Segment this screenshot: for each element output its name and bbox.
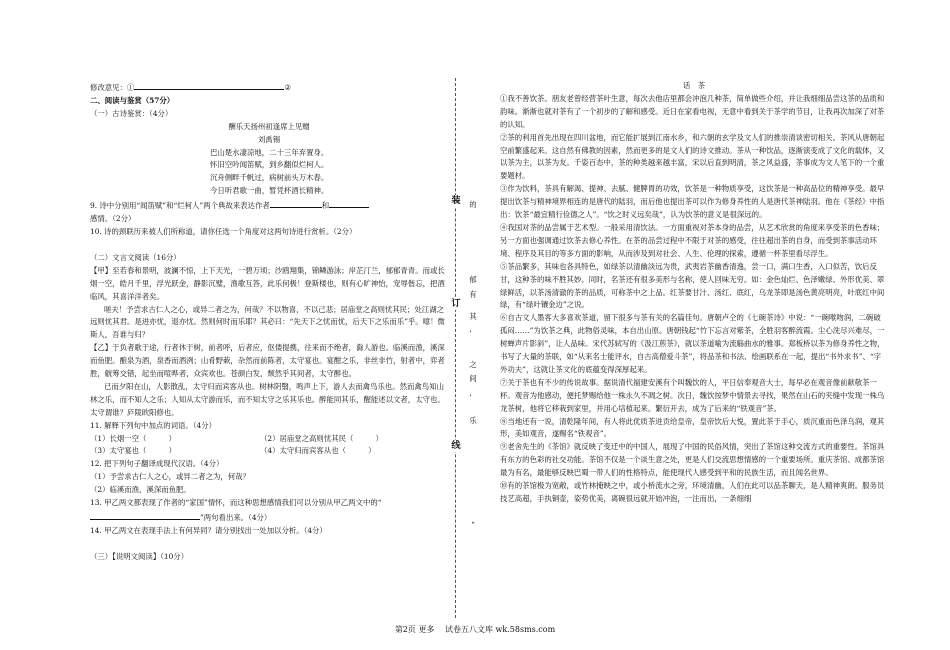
passage-jia-1: 【甲】至若春和景明，波澜不惊，上下天光，一碧万顷；沙鸥翔集，锦鳞游泳；岸芷汀兰，郁郁青青。而或长烟一空，皓月千里，浮光跃金，静影沉璧，渔歌互答，此乐何极！登斯楼也，则有心旷神怡，宠辱偕忘，把酒临风，其喜洋洋者矣。 — [90, 265, 445, 301]
passage-yi-2: 已而夕阳在山，人影散乱，太守归而宾客从也。树林阴翳，鸣声上下，游人去而禽鸟乐也。然而禽鸟知山林之乐，而不知人之乐；人知从太守游而乐，而不知太守之乐其乐也。醉能同其乐，醒能述以文者，太守也。太守谓谁？庐陵欧阳修也。 — [90, 381, 445, 417]
article-paragraph: ⑨老舍先生的《茶馆》就反映了变迁中的中国人，展现了中国的民俗风情，突出了茶馆这种交流方式的重要性。茶馆具有东方的色彩的社交功能。茶馆不仅是一个谈生意之处，更是人们交流思想情感的一个重要场所。重庆茶馆、成都茶馆最为有名，最能够反映巴蜀一带人们的性格特点，能使现代人感受到平和的民族生活，而且闻名世界。 — [500, 442, 885, 478]
question-11-row — [90, 445, 448, 458]
answer-blank-9a[interactable] — [270, 198, 322, 208]
page-number: 第2页 更多 — [394, 625, 435, 634]
question-9-tail-text: 感情。（2分） — [90, 214, 136, 224]
question-14: 14. 甲乙两文在表现手法上有何异同？请分别找出一处加以分析。（4分） — [90, 525, 327, 535]
answer-space[interactable] — [90, 239, 448, 252]
question-12-item: （1）予尝求古仁人之心，或异二者之为，何哉？ — [90, 472, 250, 482]
binding-line — [455, 78, 456, 618]
question-11-item: （1）长烟一空（ ） — [90, 433, 177, 443]
gutter-char: 之 — [469, 360, 477, 369]
binding-mark: 装 — [451, 196, 461, 206]
poem-line: 沉舟侧畔千帆过，病树前头万木春。 — [210, 173, 329, 183]
subsection-heading-expository: （三）【说明文阅读】（10分） — [90, 551, 189, 561]
question-11-row — [90, 433, 448, 446]
question-9-and: 和 — [321, 201, 330, 211]
question-13: 13. 甲乙两文都表现了作者的“家国”情怀，而这种思想感情我们可以分别从甲乙两文中的“”两句看出来。（4分） — [90, 498, 382, 522]
binding-mark: 订 — [451, 299, 461, 309]
article-paragraph: ④我国对茶的品尝属于艺术型。一般采用清饮法。一方面重视对茶本身的品尝，从艺术欣赏的角度来享受茶的色香味；另一方面也强调通过饮茶去修心养性。在茶的品尝过程中不限于对茶的感受，往往超出茶的自身，而受到茶事活动环境、程序及其目的等多方面的影响，从而涉及到对社会、人生、伦理的探索，遵循一杯茶里看尽浮生。 — [500, 222, 885, 258]
section-heading: 二、阅读与鉴赏（57分） — [90, 95, 175, 105]
passage-yi-1: 【乙】于负者歌于途，行者休于树，前者呼，后者应，伛偻提携，往来而不绝者，滁人游也。临溪而渔，溪深而鱼肥。酿泉为酒，泉香而酒洌；山肴野蔌，杂然而前陈者，太守宴也。宴酣之乐，非丝非竹，射者中，弈者胜，觥筹交错，起坐而喧哗者，众宾欢也。苍颜白发，颓然乎其间者，太守醉也。 — [90, 343, 445, 379]
question-9-tail — [90, 213, 448, 226]
question-11-item: （3）太守宴也（ ） — [90, 446, 177, 456]
question-10: 10. 诗的颈联历来被人们所称道，请你任选一个角度对这两句诗进行赏析。（2分） — [90, 226, 357, 236]
article-paragraph: ①我不善饮茶。朋友老曾经营茶叶生意，每次去他店里都会冲泡几种茶，简单做些介绍，并让我细细品尝这茶的品质和韵味。渐渐也就对茶有了一个初步的了解和感受。近日在家看电视，无意中看到关于茶学的节目，让我再次加深了对茶的认知。 — [500, 93, 885, 129]
poem-line: 巴山楚水凄凉地，二十三年弃置身。 — [210, 147, 329, 157]
question-11-item: （2）居庙堂之高则忧其民（ ） — [260, 433, 383, 443]
right-column — [500, 80, 888, 506]
poem-title: 酬乐天扬州初逢席上见赠 — [228, 121, 310, 131]
gutter-char: 郁 — [469, 275, 477, 284]
answer-blank-1[interactable] — [134, 80, 284, 90]
article-paragraph: ②茶的利用首先出现在四川盆地，而它能扩展到江南水乡，和六朝的玄学及文人们的推崇清谈密切相关。茶风从唐朝起空前繁盛起来。这自然有佛教的因素，然而更多的是文人们的诗文推动。茶从一种饮品，逐渐演变成了文化的载体，又以茶为主，以茶为友。千姿百态中，茶的种类越来越丰富，宋以后直到明清，茶之风益盛，茶事成为文人笔下的一个重要题材。 — [500, 132, 885, 181]
left-column — [90, 80, 448, 564]
answer-blank-13[interactable] — [90, 510, 200, 520]
article-paragraph: ⑧当地还有一说，清乾隆年间，有人将此优质茶进贡给皇帝，皇帝饮后大悦，置此茶于手心，质沉重而色泽乌润，观其形，美如观音，遂赐名“铁观音”。 — [500, 416, 885, 439]
question-12-item: （2）临溪而渔，溪深而鱼肥。 — [90, 485, 191, 495]
gutter-char: 乐 — [469, 416, 477, 425]
gutter-char: ， — [469, 324, 477, 333]
gutter-char: 有 — [469, 290, 477, 299]
answer-space[interactable] — [90, 538, 448, 551]
question-9-text: 9. 诗中分别用“闻笛赋”和“烂柯人”两个典故来表达作者 — [90, 201, 270, 211]
question-11-item: （4）太守归而宾客从也（ ） — [260, 446, 376, 456]
poem-line: 怀旧空吟闻笛赋，到乡翻似烂柯人。 — [210, 160, 329, 170]
revision-label-2: ② — [284, 83, 291, 92]
gutter-char: ， — [469, 388, 477, 397]
poem-line: 今日听君歌一曲，暂凭杯酒长精神。 — [210, 186, 329, 196]
article-paragraph: ③作为饮料，茶具有解渴、提神、去腻、健脾胃的功效，饮茶是一种物质享受，这饮茶是一种高品位的精神享受。最早提出饮茶与精神境界相连的是唐代的陆羽，而后他也提出茶可以作为修身养性的人是唐代茶神陆羽。他在《茶经》中指出：饮茶“最宜精行俭德之人”。“饮之时义远矣哉”，认为饮茶的意义是很深远的。 — [500, 184, 885, 220]
article-paragraph: ⑦关于茶也有不少的传说故事。据说清代福建安溪有个叫魏饮的人，平日信奉观音大士，每早必在观音像前献敬茶一杯。观音为他感动，便托梦赐给他一株永久不凋之树。次日，魏饮按梦中情景去寻找，果然在山石的夹缝中发现一株乌龙茶树，他将它移栽到家里，并用心培植起来。繁衍开去，成为了后来的“铁观音”茶。 — [500, 377, 885, 413]
subsection-heading-poem: （一）古诗鉴赏：（4分） — [90, 108, 173, 118]
gutter-char: 间 — [469, 374, 477, 383]
question-11: 11. 解释下列句中加点的词语。（4分） — [90, 420, 216, 430]
gutter-char: “ — [471, 520, 475, 529]
poem-author: 刘禹锡 — [257, 134, 281, 144]
gutter-char: 其 — [469, 312, 477, 321]
binding-mark: 线 — [451, 441, 461, 451]
revision-label: 修改意见：① — [90, 83, 135, 92]
revision-line — [90, 80, 448, 95]
source-link[interactable]: 试卷五八文库 wk.58sms.com — [445, 625, 556, 634]
article-paragraph: ⑩有的茶馆极为宽敞，或竹林掩映之中，或小桥流水之旁，环境清幽，人们在此可以品茶聊天，是人精神爽朗。服务员技艺高超，手执铜壶，姿势优美，离碗很远就开始冲泡，一注而出，一条细细 — [500, 481, 885, 503]
answer-blank-9b[interactable] — [329, 198, 369, 208]
article-paragraph: ⑤茶品繁多，其味也各具特色，如绿茶以清幽淡远为贵，武夷岩茶幽香清逸，尝一口，满口生香，入口似苦，饮后反甘，这种茶的味不胜其妙。同时，名茶还有很多美形与名称，使人回味无穷。如：金色灿烂、色泽嫩绿、外形优美、翠绿鲜活，以茶汤清澈的茶的品质，可称茶中之上品。红茶要甘汁、汤红、底红，乌龙茶即是汤色黄亮明亮，叶底红中间绿，有“绿叶镶金边”之说。 — [500, 261, 885, 310]
article-paragraph: ⑥自古文人墨客大多喜欢茶道，留下很多与茶有关的名篇佳句。唐朝卢仝的《七碗茶诗》中说：“一碗喉吻润，二碗破孤闷……”为饮茶之典，此物俗灵味，本自出山原。唐朝钱起“竹下忘言对紫茶，全胜羽客醉流霞。尘心洗尽兴难尽，一树蝉声片影斜”，让人品味。宋代苏轼写的《汲江煎茶》，就以茶道喻为流觞曲水的雅事。郑板桥以茶为修身养性之物，书写了大量的茶联，如“从来名士能评水，自古高僧爱斗茶”，将品茶和书法、绘画联系在一起，提出“书外求书”、“字外功夫”，这就让茶文化的底蕴变得深厚起来。 — [500, 313, 885, 374]
question-12: 12. 把下列句子翻译成现代汉语。（4分） — [90, 459, 224, 469]
subsection-heading-classical: （二）文言文阅读（16分） — [90, 252, 181, 262]
question-13-text: 13. 甲乙两文都表现了作者的“家国”情怀，而这种思想感情我们可以分别从甲乙两文中的 — [90, 498, 378, 508]
question-13-tail: ”两句看出来。（4分） — [200, 513, 272, 522]
article-title: 话 茶 — [682, 81, 706, 90]
gutter-char: 的 — [469, 200, 477, 209]
question-9 — [90, 198, 448, 213]
passage-jia-2: 嗟夫！予尝求古仁人之心，或异二者之为，何哉？不以物喜，不以己悲；居庙堂之高则忧其民；处江湖之远则忧其君。是进亦忧，退亦忧。然则何时而乐耶？其必曰：“先天下之忧而忧，后天下之乐而乐”乎。噫！微斯人，吾谁与归？ — [90, 304, 445, 340]
page-footer — [0, 624, 950, 635]
